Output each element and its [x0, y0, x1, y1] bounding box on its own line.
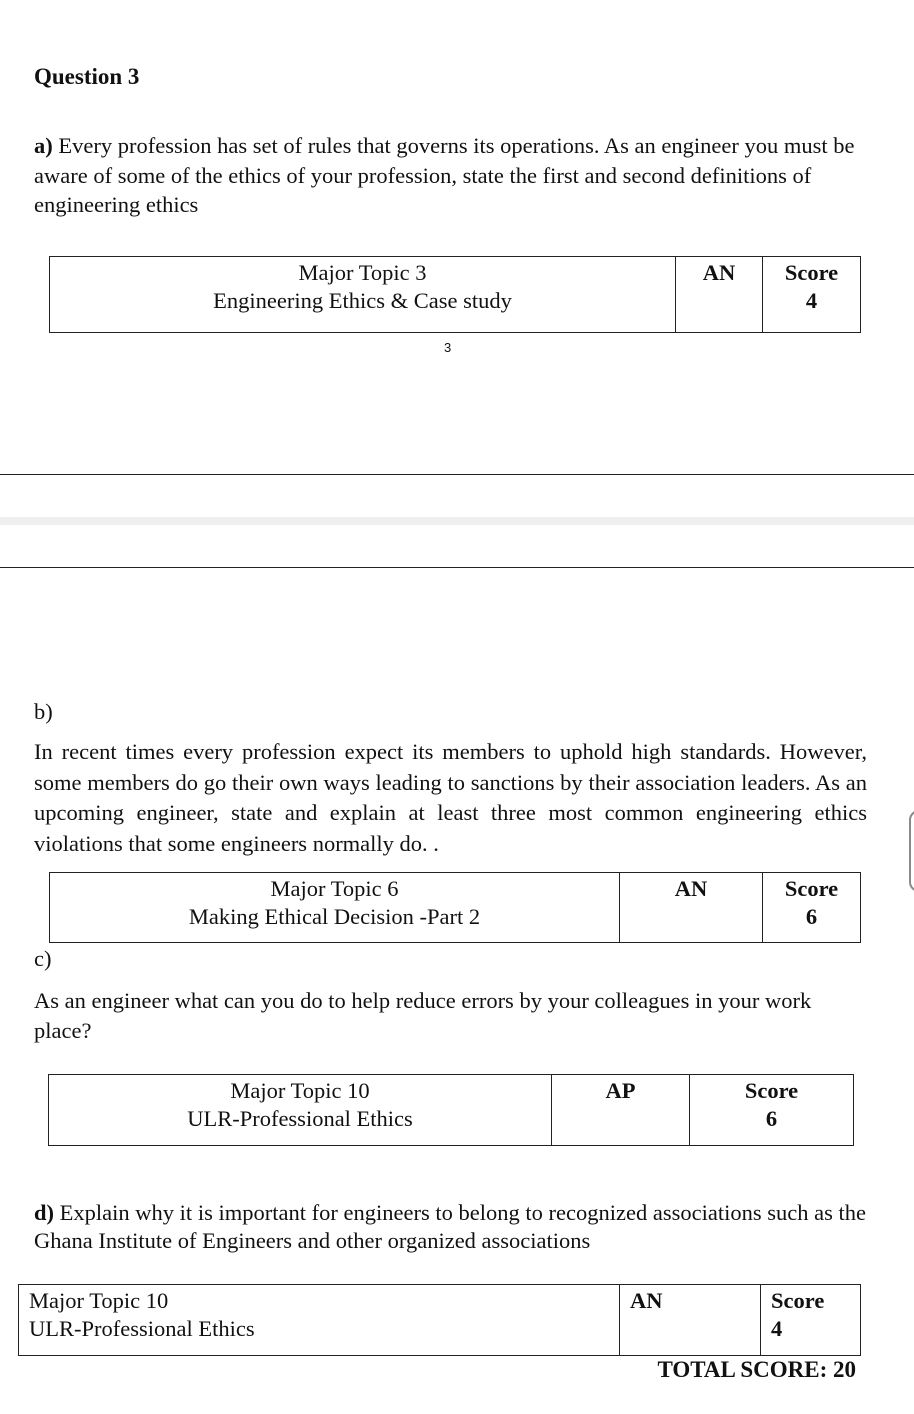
score-cell: [761, 1285, 861, 1356]
topic-subtitle: ULR-Professional Ethics: [29, 1316, 255, 1341]
cognitive-level: AP: [552, 1075, 690, 1146]
topic-cell: [50, 257, 676, 333]
question-title: Question 3: [34, 64, 140, 89]
score-label: Score: [784, 876, 839, 901]
score-value: 6: [805, 904, 818, 929]
topic-title: Major Topic 10: [29, 1288, 169, 1313]
cognitive-level: AN: [620, 873, 763, 943]
topic-cell: [49, 1075, 552, 1146]
page-number: 3: [444, 340, 452, 355]
topic-cell: [19, 1285, 620, 1356]
topic-subtitle: Engineering Ethics & Case study: [213, 288, 512, 313]
topic-subtitle: ULR-Professional Ethics: [187, 1106, 413, 1131]
part-c-topic-table: [48, 1074, 854, 1146]
part-a-label: a): [34, 133, 53, 158]
topic-title: Major Topic 6: [270, 876, 399, 901]
part-c-text: As an engineer what can you do to help reduce errors by your colleagues in your work place?: [34, 988, 812, 1043]
part-b-label: b): [34, 699, 53, 724]
part-b-text: In recent times every profession expect its members to uphold high standards. However, some members do go their own ways leading to sanctions by their association leaders. As an upcoming engineer, state and explain at least three most common engineering ethics violations that some engineers normally do. .: [34, 739, 867, 856]
score-label: Score: [784, 260, 839, 285]
part-c-label: c): [34, 946, 52, 971]
cognitive-level: AN: [676, 257, 763, 333]
score-cell: [763, 873, 861, 943]
topic-cell: [50, 873, 620, 943]
part-a-question: [34, 131, 864, 220]
score-cell: [690, 1075, 854, 1146]
scroll-handle[interactable]: [909, 810, 914, 892]
part-a-text: Every profession has set of rules that governs its operations. As an engineer you must be aware of some of the ethics of your profession, state the first and second definitions of engineering ethics: [34, 133, 855, 217]
cognitive-level: AN: [620, 1285, 761, 1356]
part-a-topic-table: [49, 256, 861, 333]
page-top-border: [0, 567, 914, 568]
part-d-label: d): [34, 1200, 55, 1225]
score-value: 4: [805, 288, 818, 313]
topic-title: Major Topic 3: [298, 260, 427, 285]
score-value: 6: [765, 1106, 778, 1131]
part-b-topic-table: [49, 872, 861, 943]
part-d-topic-table: [18, 1284, 861, 1356]
part-d-question: [34, 1199, 866, 1255]
page-gap: [0, 517, 914, 525]
total-score: TOTAL SCORE: 20: [657, 1357, 856, 1382]
page-bottom-border: [0, 474, 914, 475]
score-value: 4: [771, 1316, 783, 1341]
topic-title: Major Topic 10: [230, 1078, 370, 1103]
part-d-text: Explain why it is important for engineers to belong to recognized associations such as the Ghana Institute of Engineers and other organized associations: [34, 1200, 866, 1253]
score-label: Score: [744, 1078, 799, 1103]
score-label: Score: [771, 1288, 825, 1313]
score-cell: [763, 257, 861, 333]
topic-subtitle: Making Ethical Decision -Part 2: [188, 904, 481, 929]
